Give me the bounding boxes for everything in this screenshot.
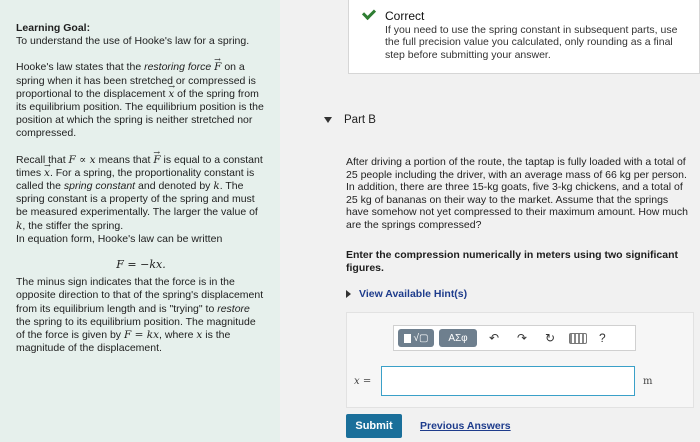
help-button[interactable]: ? — [599, 331, 606, 345]
minus-sign-paragraph: The minus sign indicates that the force is in the opposite direction to that of the spring's displacement from its equilibrium length and is "trying" to restore the spring to its equilibrium position. The magnitude of the force is given by F = kx, where x is the magnitude of the displacement. — [16, 276, 264, 355]
expand-triangle-icon — [346, 290, 351, 298]
hookes-law-paragraph: Hooke's law states that the restoring force → F on a spring when it has been stretched or compressed is proportional to the displacement → x of the spring from its equilibrium position. The equilibrium position is the position at which the spring is neither stretched nor compressed. — [16, 61, 266, 140]
reset-icon[interactable]: ↻ — [544, 331, 556, 345]
learning-goal-panel — [0, 0, 280, 442]
view-hints-toggle[interactable] — [346, 288, 467, 300]
templates-button[interactable]: √▢ — [398, 329, 434, 347]
template-box-icon — [404, 334, 411, 343]
checkmark-icon — [362, 6, 376, 20]
submit-button[interactable]: Submit — [346, 414, 402, 438]
unit-label: m — [643, 376, 653, 387]
collapse-triangle-icon — [324, 117, 332, 123]
redo-icon[interactable]: ↷ — [516, 331, 528, 345]
hookes-law-formula: F = −kx. — [116, 258, 166, 272]
learning-goal-title: Learning Goal: — [16, 22, 91, 34]
previous-answers-link[interactable]: Previous Answers — [420, 420, 511, 432]
feedback-text: If you need to use the spring constant in subsequent parts, use the full precision value you calculated, only rounding as a final step before submitting your answer. — [385, 23, 678, 61]
instruction-text: Enter the compression numerically in meters using two significant figures. — [346, 249, 678, 274]
hint-label: View Available Hint(s) — [359, 288, 468, 300]
part-label: Part B — [344, 114, 376, 126]
keyboard-icon[interactable] — [569, 333, 587, 344]
math-toolbar — [393, 325, 636, 351]
variable-label: x = — [354, 376, 372, 387]
question-text: After driving a portion of the route, the taptap is fully loaded with a total of 25 people including the driver, with an average mass of 66 kg per person. In addition, there are three 15-kg goats, five 3-kg chickens, and a total of 25 kg of bananas on their way to the market. Assume that the springs have somehow not yet compressed to their maximum amount. How much are the springs compressed? — [346, 156, 688, 231]
correct-feedback-box — [348, 0, 700, 74]
learning-goal-subtitle: To understand the use of Hooke's law for a spring. — [16, 35, 250, 48]
greek-symbols-button[interactable]: ΑΣφ — [439, 329, 477, 347]
spring-constant-paragraph: Recall that F ∝ x means that → F is equal to a constant times → x. For a spring, the proportionality constant is called the spring constant and denoted by k. The spring constant is a property of the spring and must be measured experimentally. The larger the value of k, the stiffer the spring. In equation form, Hooke's law can be written — [16, 154, 266, 246]
undo-icon[interactable]: ↶ — [488, 331, 500, 345]
feedback-title: Correct — [385, 9, 425, 23]
answer-input[interactable] — [381, 366, 635, 396]
part-b-header[interactable] — [324, 114, 376, 126]
